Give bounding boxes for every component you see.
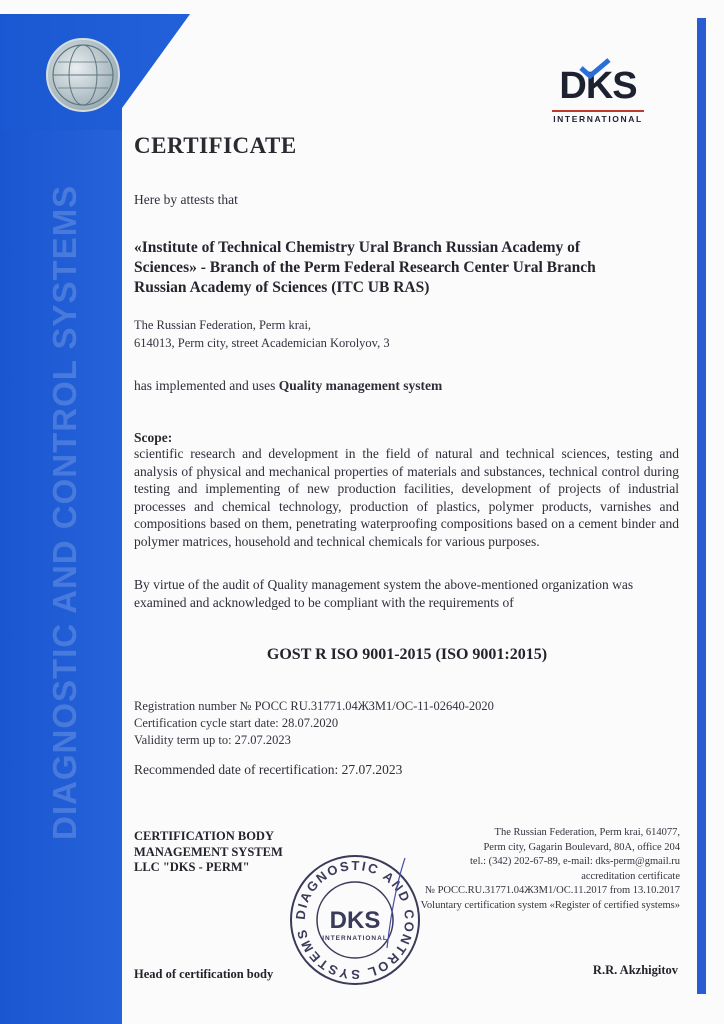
audit-statement: By virtue of the audit of Quality management system the above-mentioned organization was examined and acknowledged to be compliant with the requirements of — [134, 577, 634, 610]
organization-address — [134, 316, 390, 352]
signer-name: R.R. Akzhigitov — [592, 963, 678, 977]
stamp-center-mark: DKS — [329, 907, 381, 934]
right-blue-bar — [697, 18, 706, 994]
round-stamp — [287, 852, 423, 988]
stamp-ring-text: DIAGNOSTIC AND CONTROL SYSTEMS — [292, 857, 418, 983]
checkmark-icon — [578, 58, 612, 80]
cert-body-line-3: LLC "DKS - PERM" — [134, 860, 250, 874]
contact-line-2: Perm city, Gagarin Boulevard, 80A, office 204 — [483, 841, 680, 853]
logo-divider — [552, 110, 644, 112]
contact-line-6: Voluntary certification system «Register of certified systems» — [420, 899, 680, 911]
contact-line-1: The Russian Federation, Perm krai, 614077, — [494, 827, 680, 838]
validity-term: Validity term up to: 27.07.2023 — [134, 733, 291, 747]
cert-body-line-2: MANAGEMENT SYSTEM — [134, 844, 283, 859]
implemented-system: Quality management system — [278, 378, 443, 393]
attests-text: Here by attests that — [134, 192, 238, 207]
logo-subtitle: INTERNATIONAL — [553, 114, 643, 124]
cert-body-line-1: CERTIFICATION BODY — [134, 829, 274, 843]
hologram-globe-icon — [46, 38, 120, 112]
contact-line-3: tel.: (342) 202-67-89, e-mail: dks-perm@gmail.ru — [470, 856, 680, 868]
registration-block — [134, 698, 494, 749]
vertical-watermark-text: DIAGNOSTIC AND CONTROL SYSTEMS — [46, 184, 83, 840]
cycle-start-date: Certification cycle start date: 28.07.2020 — [134, 716, 339, 730]
address-line-2: 614013, Perm city, street Academician Korolyov, 3 — [134, 336, 390, 350]
scope-label: Scope: — [134, 430, 173, 445]
implemented-prefix: has implemented and uses — [134, 378, 276, 393]
registration-number: Registration number № POCC RU.31771.04ЖЗМ1/OC-11-02640-2020 — [134, 699, 494, 713]
scope-text: scientific research and development in the field of natural and technical sciences, testing and analysis of physical and mechanical properties of materials and substances, technical control during testing and implementing of new production facilities, development of projects of industrial processes and chemical technology, production of plastics, polymer products, varnishes and compositions based on them, penetrating waterproofing compositions based on a cement binder and polymer matrices, household and technical chemicals for various purposes. — [134, 446, 679, 549]
recertification-date: Recommended date of recertification: 27.07.2023 — [134, 762, 403, 777]
stamp-center-sub: INTERNATIONAL — [322, 935, 388, 942]
certification-body — [134, 829, 283, 876]
head-of-certification-body: Head of certification body — [134, 967, 274, 981]
certification-body-contacts — [380, 826, 680, 914]
certificate-title: CERTIFICATE — [134, 133, 297, 158]
contact-line-4: accreditation certificate — [581, 870, 680, 882]
contact-line-5: № POCC.RU.31771.04ЖЗМ1/OC.11.2017 from 13.10.2017 — [424, 885, 680, 897]
implemented-statement — [134, 378, 442, 394]
logo-mark: DKS — [559, 65, 637, 107]
address-line-1: The Russian Federation, Perm krai, — [134, 318, 312, 332]
standard-name: GOST R ISO 9001-2015 (ISO 9001:2015) — [266, 646, 548, 663]
dks-logo — [548, 66, 648, 124]
organization-name: «Institute of Technical Chemistry Ural Branch Russian Academy of Sciences» - Branch of the Perm Federal Research Center Ural Branch Russian Academy of Sciences (ITC UB RAS) — [134, 239, 596, 296]
